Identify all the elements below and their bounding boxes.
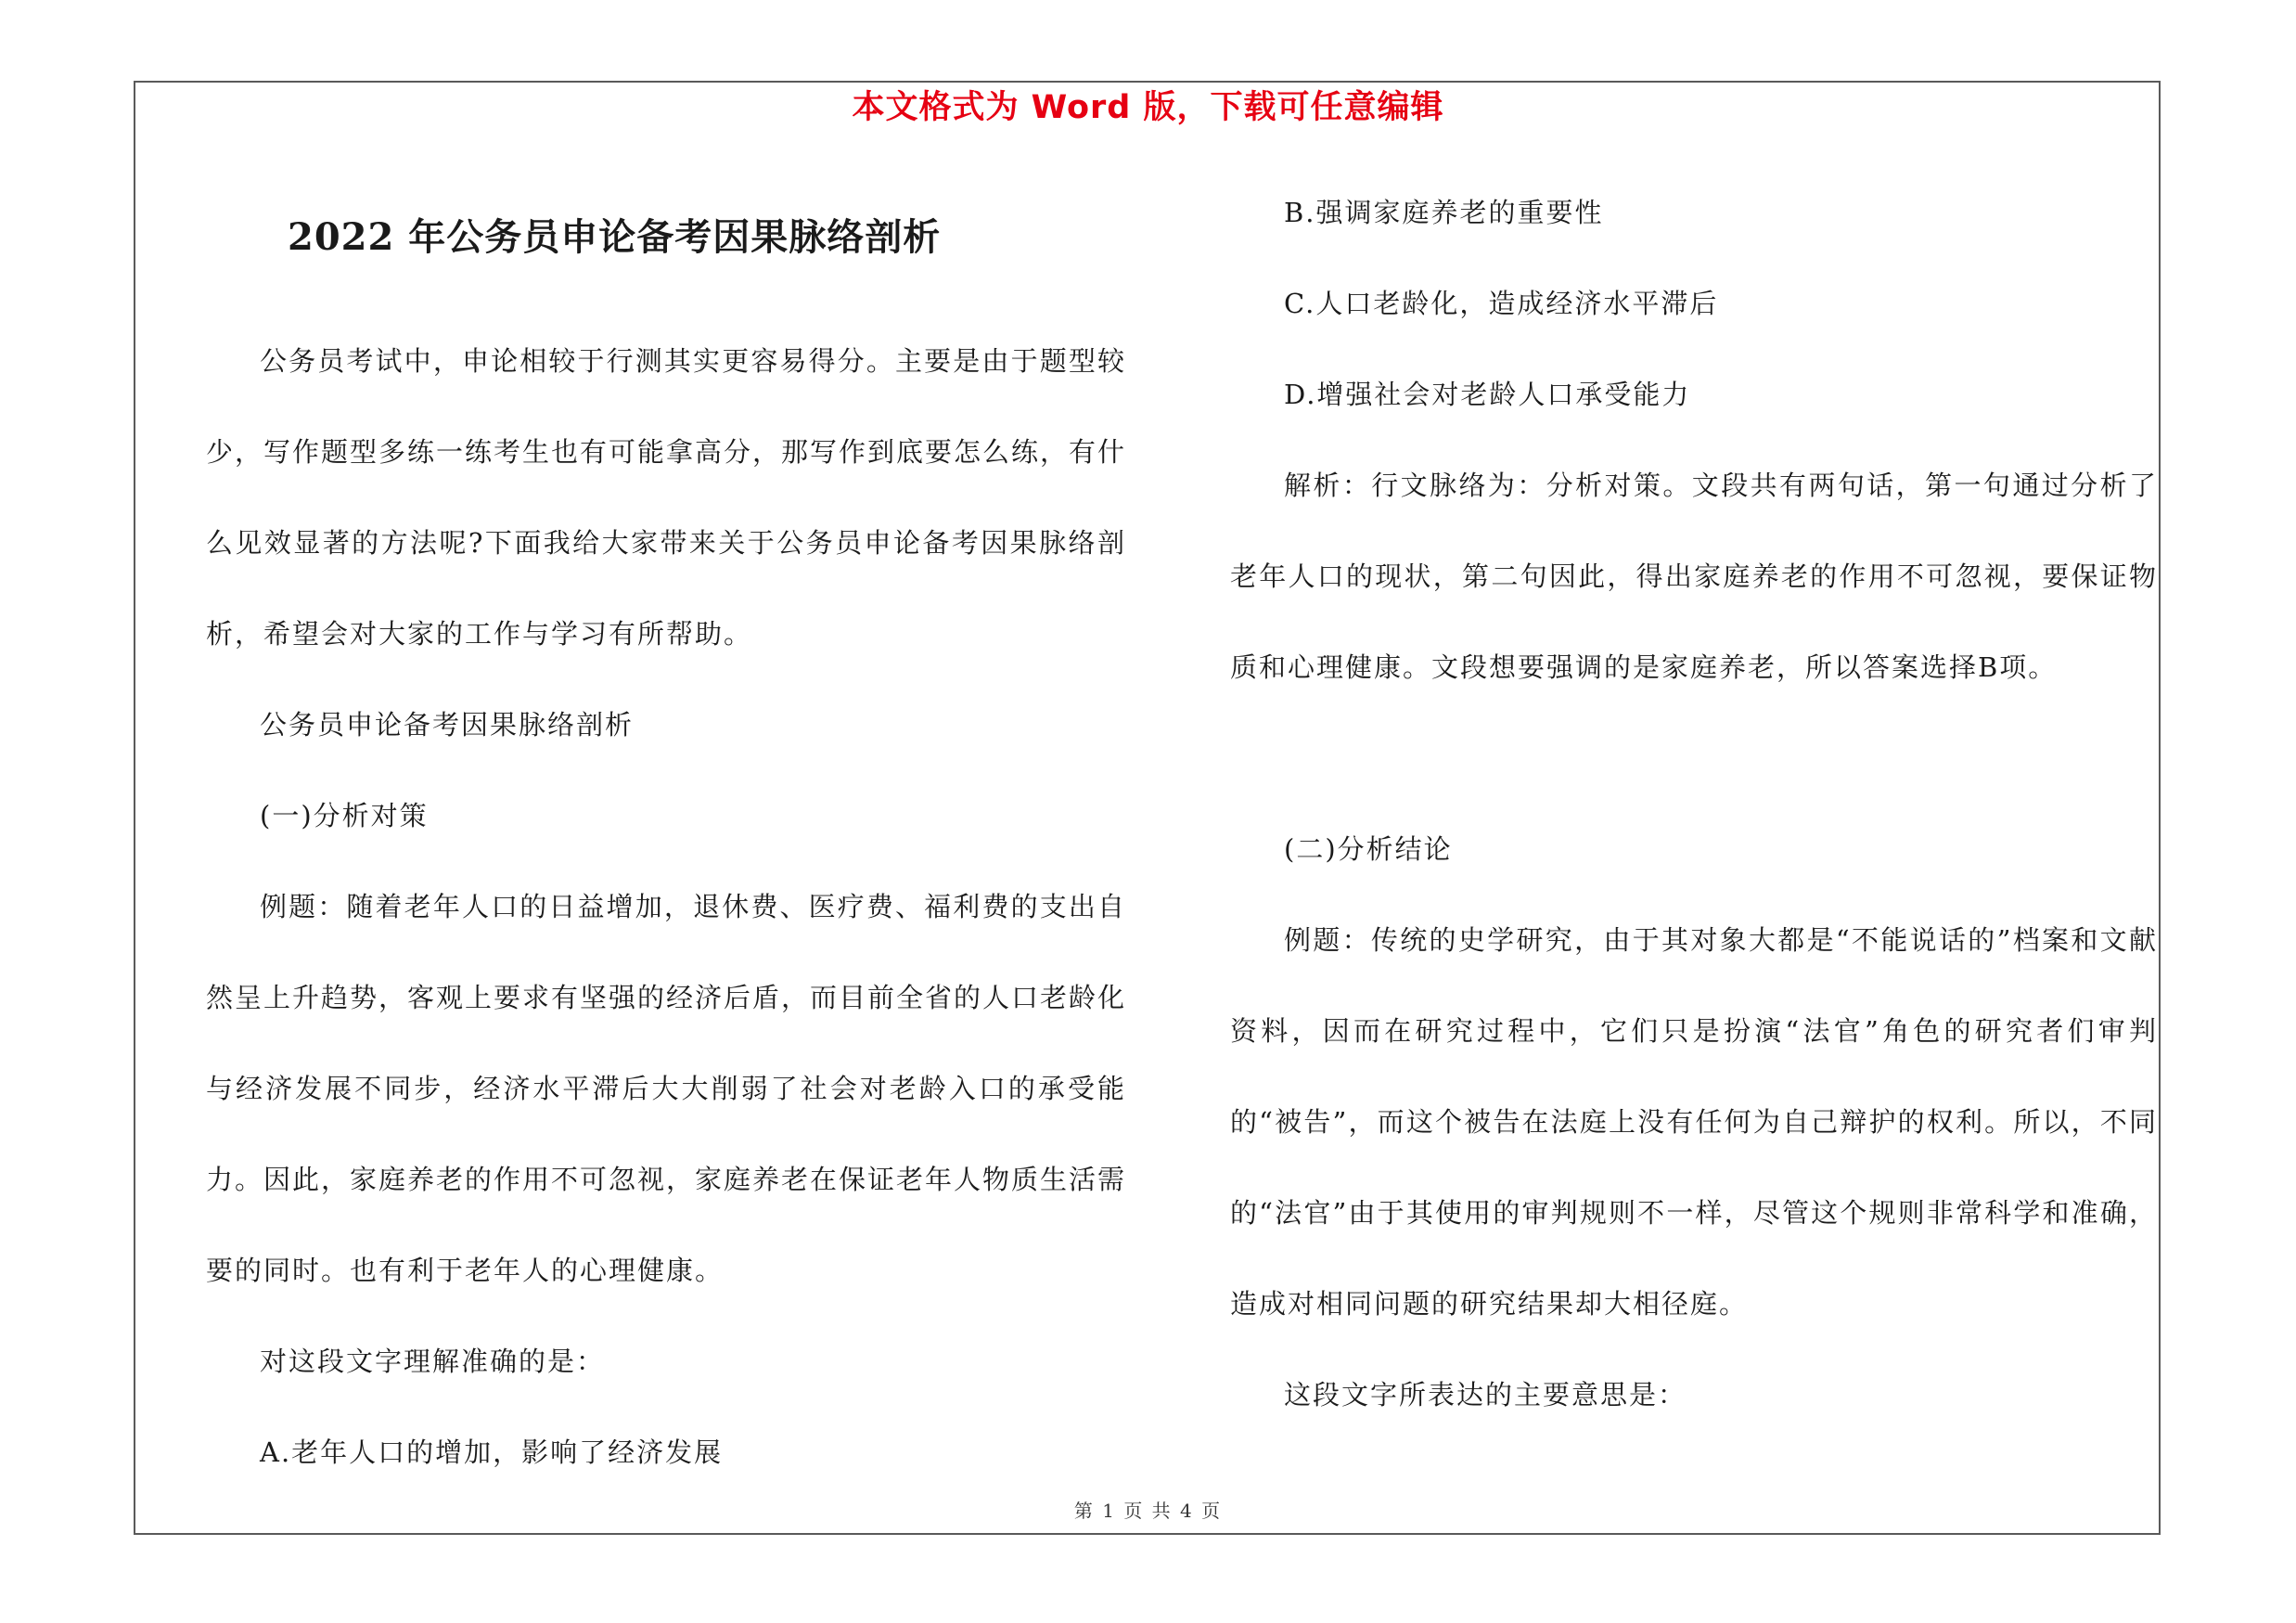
section-heading: 公务员申论备考因果脉络剖析 <box>260 709 635 741</box>
example-paragraph-1: 例题：随着老年人口的日益增加，退休费、医疗费、福利费的支出自然呈上升趋势，客观上要求有坚强的经济后盾，而目前全省的人口老龄化与经济发展不同步，经济水平滞后大大削弱了社会对老龄入口的承受能力。因此，家庭养老的作用不可忽视，家庭养老在保证老年人物质生活需要的同时。也有利于老年人的心理健康。 <box>206 891 1127 1286</box>
analysis-paragraph: 解析：行文脉络为：分析对策。文段共有两句话，第一句通过分析了老年人口的现状，第二句因此，得出家庭养老的作用不可忽视，要保证物质和心理健康。文段想要强调的是家庭养老，所以答案选择B项。 <box>1230 470 2158 683</box>
document-title: 2022 年公务员申论备考因果脉络剖析 <box>288 215 942 259</box>
option-d: D.增强社会对老龄人口承受能力 <box>1284 379 1691 410</box>
word-format-banner: 本文格式为 Word 版，下载可任意编辑 <box>852 89 1444 126</box>
subsection-heading-1: (一)分析对策 <box>260 800 429 831</box>
question-prompt-2: 这段文字所表达的主要意思是： <box>1284 1379 1687 1410</box>
page-number-footer: 第 1 页 共 4 页 <box>1073 1500 1223 1522</box>
option-a: A.老年人口的增加，影响了经济发展 <box>260 1436 724 1468</box>
option-b: B.强调家庭养老的重要性 <box>1284 197 1604 228</box>
subsection-heading-2: (二)分析结论 <box>1284 833 1453 865</box>
question-prompt-1: 对这段文字理解准确的是： <box>260 1346 606 1377</box>
intro-paragraph: 公务员考试中，申论相较于行测其实更容易得分。主要是由于题型较少，写作题型多练一练考生也有可能拿高分，那写作到底要怎么练，有什么见效显著的方法呢?下面我给大家带来关于公务员申论备考因果脉络剖析，希望会对大家的工作与学习有所帮助。 <box>206 345 1127 650</box>
option-c: C.人口老龄化，造成经济水平滞后 <box>1284 288 1719 319</box>
example-paragraph-2: 例题：传统的史学研究，由于其对象大都是“不能说话的”档案和文献资料，因而在研究过程中，它们只是扮演“法官”角色的研究者们审判的“被告”，而这个被告在法庭上没有任何为自己辩护的权利。所以，不同的“法官”由于其使用的审判规则不一样，尽管这个规则非常科学和准确，造成对相同问题的研究结果却大相径庭。 <box>1230 924 2158 1320</box>
